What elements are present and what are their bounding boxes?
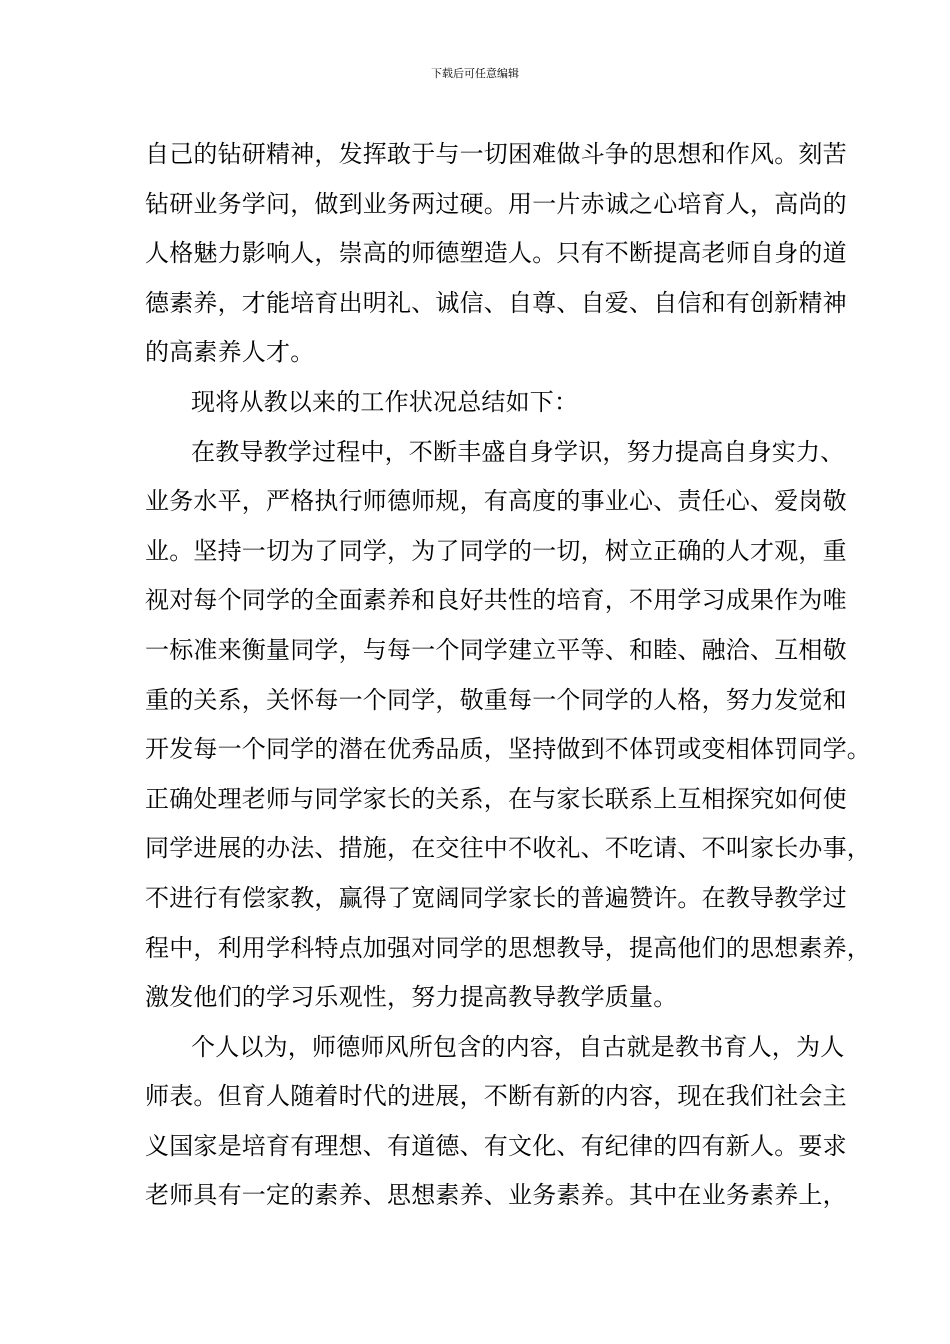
page-header: 下载后可任意编辑 bbox=[431, 67, 519, 80]
paragraph-first-line: 在教导教学过程中，不断丰盛自身学识，努力提高自身实力、 bbox=[191, 437, 845, 466]
text-line: 正确处理老师与同学家长的关系，在与家长联系上互相探究如何使 bbox=[145, 784, 847, 813]
paragraph-first-line: 个人以为，师德师风所包含的内容，自古就是教书育人，为人 bbox=[191, 1032, 845, 1061]
text-line: 义国家是培育有理想、有道德、有文化、有纪律的四有新人。要求 bbox=[145, 1131, 847, 1160]
text-line: 不进行有偿家教，赢得了宽阔同学家长的普遍赞许。在教导教学过 bbox=[145, 883, 847, 912]
text-line: 程中，利用学科特点加强对同学的思想教导，提高他们的思想素养， bbox=[145, 933, 871, 962]
text-line: 人格魅力影响人，崇高的师德塑造人。只有不断提高老师自身的道 bbox=[145, 239, 847, 268]
text-line: 师表。但育人随着时代的进展，不断有新的内容，现在我们社会主 bbox=[145, 1082, 847, 1111]
text-line: 激发他们的学习乐观性，努力提高教导教学质量。 bbox=[145, 983, 678, 1012]
text-line: 老师具有一定的素养、思想素养、业务素养。其中在业务素养上， bbox=[145, 1181, 847, 1210]
text-line: 重的关系，关怀每一个同学，敬重每一个同学的人格，努力发觉和 bbox=[145, 685, 847, 714]
text-line: 自己的钻研精神，发挥敢于与一切困难做斗争的思想和作风。刻苦 bbox=[145, 140, 847, 168]
document-body bbox=[145, 130, 871, 1221]
text-line: 开发每一个同学的潜在优秀品质，坚持做到不体罚或变相体罚同学。 bbox=[145, 735, 871, 764]
text-line: 业。坚持一切为了同学，为了同学的一切，树立正确的人才观，重 bbox=[145, 536, 847, 565]
text-line: 钻研业务学问，做到业务两过硬。用一片赤诚之心培育人，高尚的 bbox=[145, 189, 847, 218]
paragraph-first-line: 现将从教以来的工作状况总结如下： bbox=[191, 387, 579, 416]
text-line: 德素养，才能培育出明礼、诚信、自尊、自爱、自信和有创新精神 bbox=[145, 288, 847, 317]
text-line: 一标准来衡量同学，与每一个同学建立平等、和睦、融洽、互相敬 bbox=[145, 635, 847, 664]
text-line: 业务水平，严格执行师德师规，有高度的事业心、责任心、爱岗敬 bbox=[145, 487, 847, 516]
text-line: 的高素养人才。 bbox=[145, 338, 315, 367]
text-line: 同学进展的办法、措施，在交往中不收礼、不吃请、不叫家长办事， bbox=[145, 834, 871, 863]
text-line: 视对每个同学的全面素养和良好共性的培育，不用学习成果作为唯 bbox=[145, 586, 847, 615]
